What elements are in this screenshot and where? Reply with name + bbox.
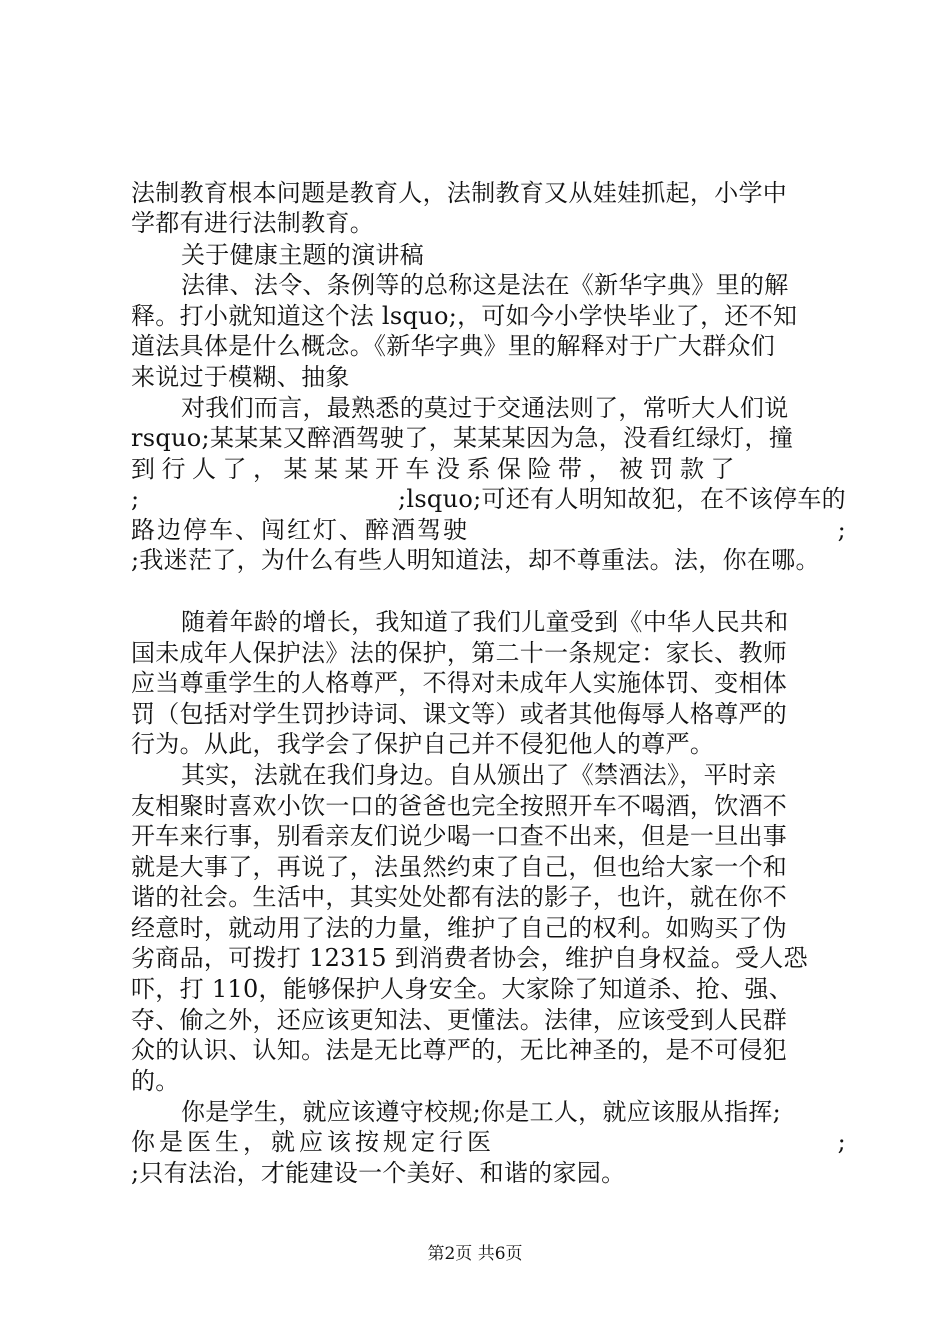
text-line: 学都有进行法制教育。 xyxy=(131,209,374,237)
text-fragment: 你是医生，就应该按规定行医 xyxy=(131,1128,495,1156)
text-line: 经意时，就动用了法的力量，维护了自己的权利。如购买了伪 xyxy=(131,914,788,942)
text-line: 夺、偷之外，还应该更知法、更懂法。法律，应该受到人民群 xyxy=(131,1006,788,1034)
page-footer: 第2页 共6页 xyxy=(427,1244,523,1264)
text-line: 来说过于模糊、抽象 xyxy=(131,363,350,391)
text-line: rsquo;某某某又醉酒驾驶了，某某某因为急，没看红绿灯，撞 xyxy=(131,424,794,452)
text-line: 罚（包括对学生罚抄诗词、课文等）或者其他侮辱人格尊严的 xyxy=(131,700,788,728)
text-fragment: ;lsquo;可还有人明知故犯，在不该停车的 xyxy=(397,485,846,513)
text-line: 众的认识、认知。法是无比尊严的，无比神圣的，是不可侵犯 xyxy=(131,1036,788,1064)
text-fragment: ; xyxy=(837,1128,846,1156)
text-line: 道法具体是什么概念。《新华字典》里的解释对于广大群众们 xyxy=(131,332,776,360)
text-line xyxy=(131,1127,846,1157)
text-line: 法制教育根本问题是教育人，法制教育又从娃娃抓起，小学中 xyxy=(131,179,788,207)
text-line: 应当尊重学生的人格尊严，不得对未成年人实施体罚、变相体 xyxy=(131,669,788,697)
text-line: 的。 xyxy=(131,1067,180,1095)
text-line: 劣商品，可拨打 12315 到消费者协会，维护自身权益。受人恐 xyxy=(131,944,808,972)
text-line: 国未成年人保护法》法的保护，第二十一条规定：家长、教师 xyxy=(131,639,788,667)
text-line: 对我们而言，最熟悉的莫过于交通法则了，常听大人们说 xyxy=(181,394,789,422)
text-line: 释。打小就知道这个法 lsquo;，可如今小学快毕业了，还不知 xyxy=(131,302,798,330)
text-line xyxy=(131,484,846,514)
text-line: 其实，法就在我们身边。自从颁出了《禁酒法》，平时亲 xyxy=(181,761,777,789)
text-line: 到行人了，某某某开车没系保险带，被罚款了 xyxy=(131,455,741,483)
text-line: 你是学生，就应该遵守校规;你是工人，就应该服从指挥; xyxy=(181,1098,781,1126)
text-line: 谐的社会。生活中，其实处处都有法的影子，也许，就在你不 xyxy=(131,883,788,911)
text-line: 开车来行事，别看亲友们说少喝一口查不出来，但是一旦出事 xyxy=(131,822,788,850)
text-line: 友相聚时喜欢小饮一口的爸爸也完全按照开车不喝酒，饮酒不 xyxy=(131,792,788,820)
text-fragment: 路边停车、闯红灯、醉酒驾驶 xyxy=(131,516,469,544)
text-line: ;我迷茫了，为什么有些人明知道法，却不尊重法。法，你在哪。 xyxy=(131,546,820,574)
text-line: 就是大事了，再说了，法虽然约束了自己，但也给大家一个和 xyxy=(131,853,788,881)
text-fragment: ; xyxy=(131,485,140,513)
section-title: 关于健康主题的演讲稿 xyxy=(181,241,424,269)
text-line: ;只有法治，才能建设一个美好、和谐的家园。 xyxy=(131,1159,626,1187)
text-line: 行为。从此，我学会了保护自己并不侵犯他人的尊严。 xyxy=(131,730,715,758)
text-line xyxy=(131,515,846,545)
text-line: 法律、法令、条例等的总称这是法在《新华字典》里的解 xyxy=(181,271,789,299)
text-line: 吓，打 110，能够保护人身安全。大家除了知道杀、抢、强、 xyxy=(131,975,794,1003)
text-fragment: ; xyxy=(837,516,846,544)
text-line: 随着年龄的增长，我知道了我们儿童受到《中华人民共和 xyxy=(181,608,789,636)
